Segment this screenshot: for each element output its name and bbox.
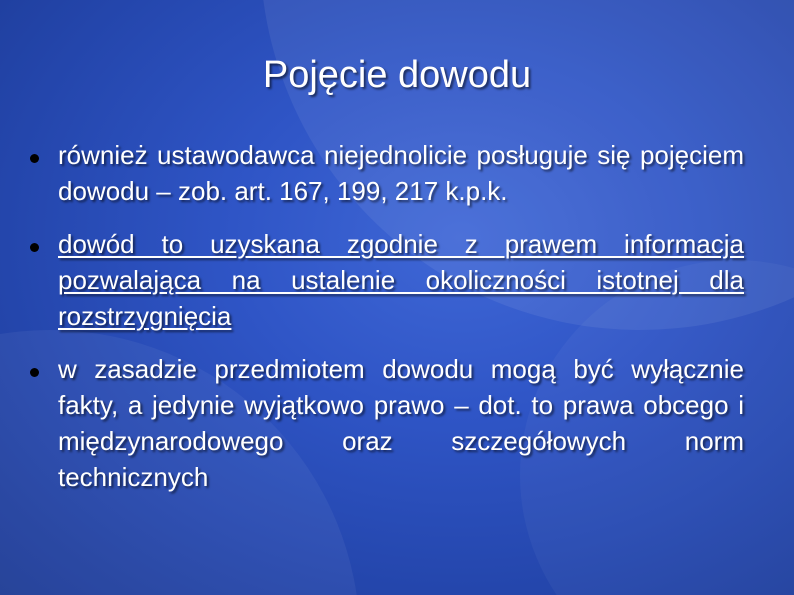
bullet-text: również ustawodawca niejednolicie posługuje się pojęciem dowodu – zob. art. 167, 199, 217 k.p.k. xyxy=(58,140,744,206)
bullet-dot-icon xyxy=(30,243,39,252)
bullet-text-definition: dowód to uzyskana zgodnie z prawem informacja pozwalająca na ustalenie okoliczności istotnej dla rozstrzygnięcia xyxy=(58,229,744,331)
bullet-dot-icon xyxy=(30,154,39,163)
slide-title: Pojęcie dowodu xyxy=(262,54,532,96)
bullet-item xyxy=(30,137,744,209)
bullet-list xyxy=(30,137,744,512)
bullet-dot-icon xyxy=(30,368,39,377)
bullet-item xyxy=(30,226,744,334)
bullet-item xyxy=(30,351,744,495)
bullet-text: w zasadzie przedmiotem dowodu mogą być wyłącznie fakty, a jedynie wyjątkowo prawo – dot. to prawa obcego i międzynarodowego oraz szczegółowych norm technicznych xyxy=(58,354,744,492)
